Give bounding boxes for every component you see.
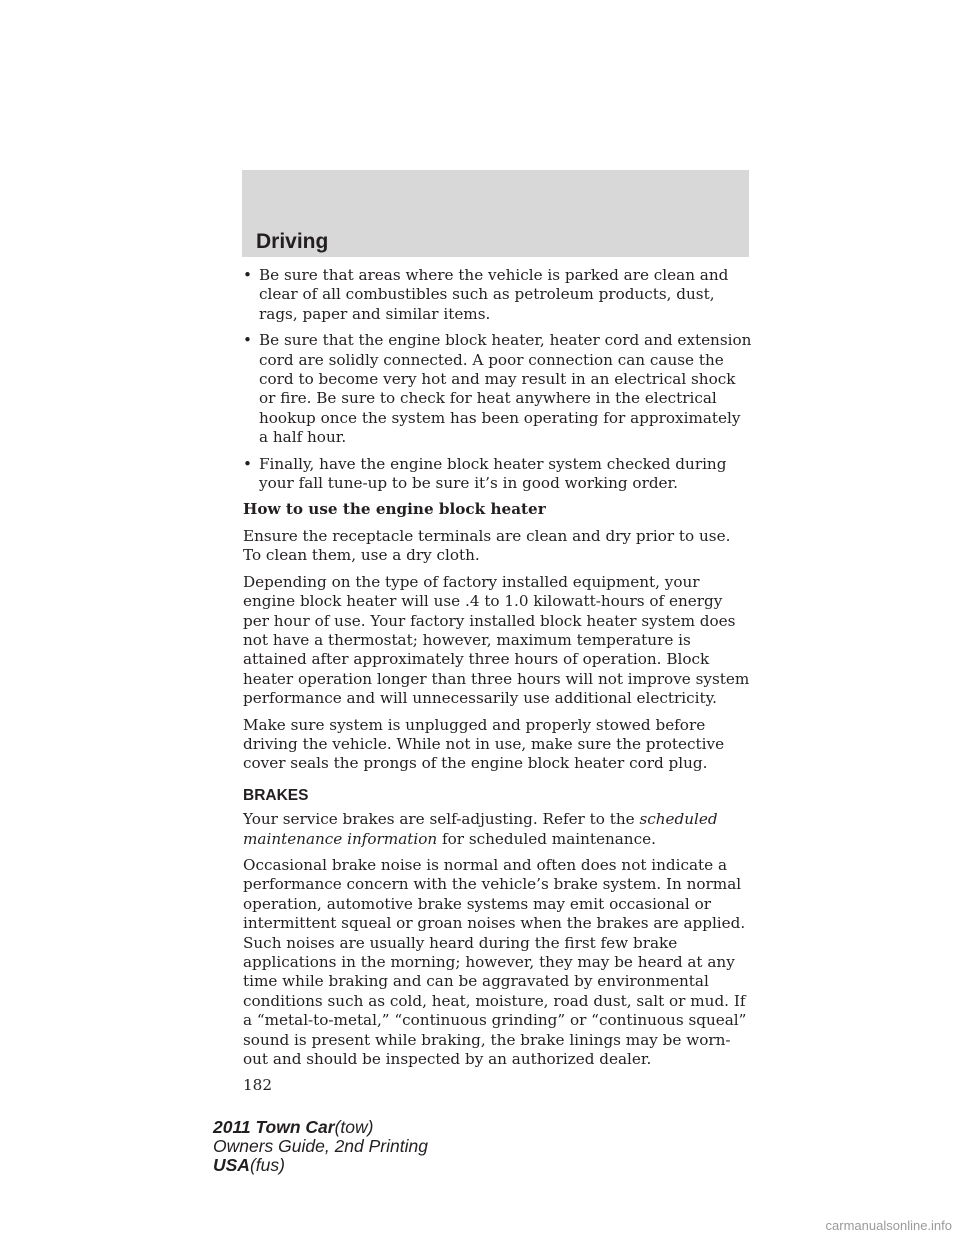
- footer-line-model: 2011 Town Car(tow): [213, 1117, 374, 1137]
- section-title: Driving: [256, 230, 329, 253]
- site-watermark: carmanualsonline.info: [825, 1218, 952, 1233]
- paragraph-brake-noise: Occasional brake noise is normal and often does not indicate a performance concern with the vehicle’s brake system. In normal operation, automotive brake systems may emit occasional or intermittent squeal or groan noises when the brakes are applied. Such noises are usually heard during the first few brake applications in the morning; however, they may be heard at any time while braking and can be aggravated by environmental conditions such as cold, heat, moisture, road dust, salt or mud. If a “metal-to-metal,” “continuous grinding” or “continuous squeal” sound is present while braking, the brake linings may be worn-out and should be inspected by an authorized dealer.: [243, 855, 747, 1069]
- document-footer: [213, 1118, 428, 1175]
- page-number: 182: [243, 1076, 272, 1095]
- page-content: [243, 266, 753, 1096]
- section-header-band: [242, 170, 749, 257]
- list-item: • Be sure that areas where the vehicle is parked are clean and clear of all combustibles such as petroleum products, dust, rags, paper and similar items.: [243, 266, 729, 323]
- paragraph-energy-use: Depending on the type of factory installed equipment, your engine block heater will use .4 to 1.0 kilowatt-hours of energy per hour of use. Your factory installed block heater system does not have a thermostat; however, maximum temperature is attained after approximately three hours of operation. Block heater operation longer than three hours will not improve system performance and will unnecessarily use additional electricity.: [243, 572, 750, 708]
- safety-bullet-list: [243, 266, 753, 493]
- subheading-engine-block-heater: How to use the engine block heater: [243, 500, 546, 519]
- footer-line-guide: Owners Guide, 2nd Printing: [213, 1136, 428, 1156]
- list-item: • Be sure that the engine block heater, heater cord and extension cord are solidly connected. A poor connection can cause the cord to become very hot and may result in an electrical shock or fire. Be sure to check for heat anywhere in the electrical hookup once the system has been operating for approximately a half hour.: [243, 331, 752, 447]
- bullet-icon: •: [243, 454, 252, 473]
- list-item: • Finally, have the engine block heater system checked during your fall tune-up to be sure it’s in good working order.: [243, 454, 727, 493]
- footer-line-region: USA(fus): [213, 1155, 285, 1175]
- bullet-icon: •: [243, 266, 252, 284]
- bullet-icon: •: [243, 331, 252, 350]
- paragraph-clean-terminals: Ensure the receptacle terminals are clean and dry prior to use. To clean them, use a dry cloth.: [243, 526, 731, 565]
- brakes-heading: BRAKES: [243, 786, 309, 804]
- paragraph-brakes-intro: Your service brakes are self-adjusting. Refer to the scheduled maintenance information for scheduled maintenance.: [243, 810, 718, 848]
- paragraph-unplug: Make sure system is unplugged and properly stowed before driving the vehicle. While not in use, make sure the protective cover seals the prongs of the engine block heater cord plug.: [243, 715, 725, 773]
- maintenance-reference: scheduled maintenance information: [243, 810, 718, 848]
